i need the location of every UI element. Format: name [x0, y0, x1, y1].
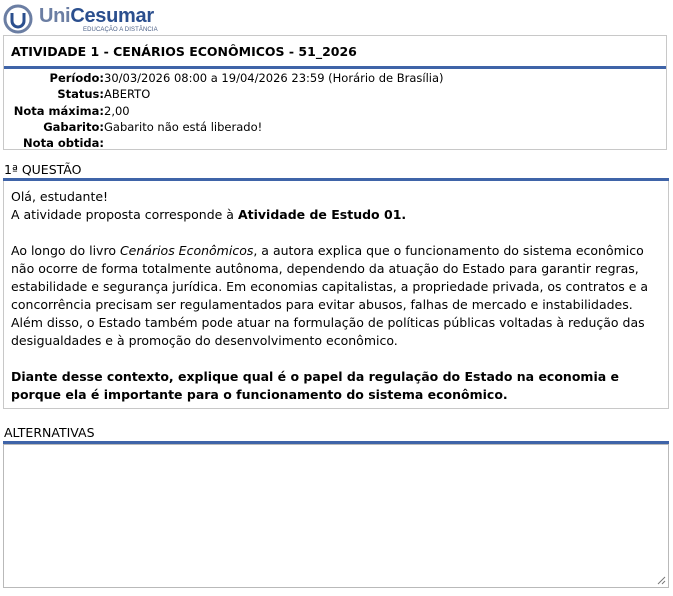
answer-box — [3, 444, 669, 588]
info-value-nota-maxima — [104, 103, 130, 119]
question-intro: A atividade proposta corresponde à Atividade de Estudo 01. — [11, 207, 407, 222]
info-row-periodo — [4, 70, 104, 86]
question-text — [11, 188, 659, 404]
header-divider — [4, 66, 666, 69]
logo-wordmark: UniCesumar — [39, 5, 154, 27]
info-value-gabarito — [104, 119, 262, 135]
info-value-status — [104, 86, 150, 102]
question-greeting: Olá, estudante! — [11, 189, 109, 204]
info-label: Nota obtida: — [23, 136, 104, 150]
book-title: Cenários Econômicos — [119, 243, 254, 258]
info-row-nota-obtida — [4, 135, 104, 151]
question-panel — [3, 181, 669, 409]
info-row-status — [4, 86, 104, 102]
info-label: Gabarito: — [43, 120, 104, 134]
info-row-nota-maxima — [4, 103, 104, 119]
info-value-periodo — [104, 70, 444, 86]
question-prompt: Diante desse contexto, explique qual é o papel da regulação do Estado na economia e porque ela é importante para o funcionamento do sistema econômico. — [11, 369, 619, 402]
info-row-gabarito — [4, 119, 104, 135]
info-label: Nota máxima: — [13, 104, 104, 118]
answer-key-value: Gabarito não está liberado! — [104, 120, 263, 134]
activity-header-panel — [3, 35, 667, 150]
question-heading: 1ª QUESTÃO — [4, 162, 82, 177]
activity-title: ATIVIDADE 1 - CENÁRIOS ECONÔMICOS - 51_2026 — [11, 44, 357, 59]
unicesumar-logo — [3, 4, 158, 34]
answer-heading: ALTERNATIVAS — [4, 425, 95, 440]
unicesumar-logo-icon — [3, 4, 33, 34]
info-value: 30/03/2026 08:00 a 19/04/2026 23:59 (Horário de Brasília) — [104, 71, 444, 85]
info-label: Status: — [57, 87, 104, 101]
activity-reference: Atividade de Estudo 01. — [237, 207, 407, 222]
logo-tagline: EDUCAÇÃO A DISTÂNCIA — [83, 27, 158, 33]
resize-grip-icon[interactable] — [656, 575, 666, 585]
info-label: Período: — [49, 71, 104, 85]
max-grade-value: 2,00 — [104, 104, 130, 118]
status-value: ABERTO — [104, 87, 151, 101]
answer-textarea[interactable] — [4, 445, 668, 587]
question-body: Ao longo do livro Cenários Econômicos, a autora explica que o funcionamento do sistema econômico não ocorre de forma totalmente autônoma, dependendo da atuação do Estado para garantir regras, estabilidade e segurança jurídica. Em economias capitalistas, a propriedade privada, os contratos e a concorrência precisam ser regulamentados para evitar abusos, falhas de mercado e instabilidades. Além disso, o Estado também pode atuar na formulação de políticas públicas voltadas à redução das desigualdades e à promoção do desenvolvimento econômico. — [11, 243, 649, 348]
